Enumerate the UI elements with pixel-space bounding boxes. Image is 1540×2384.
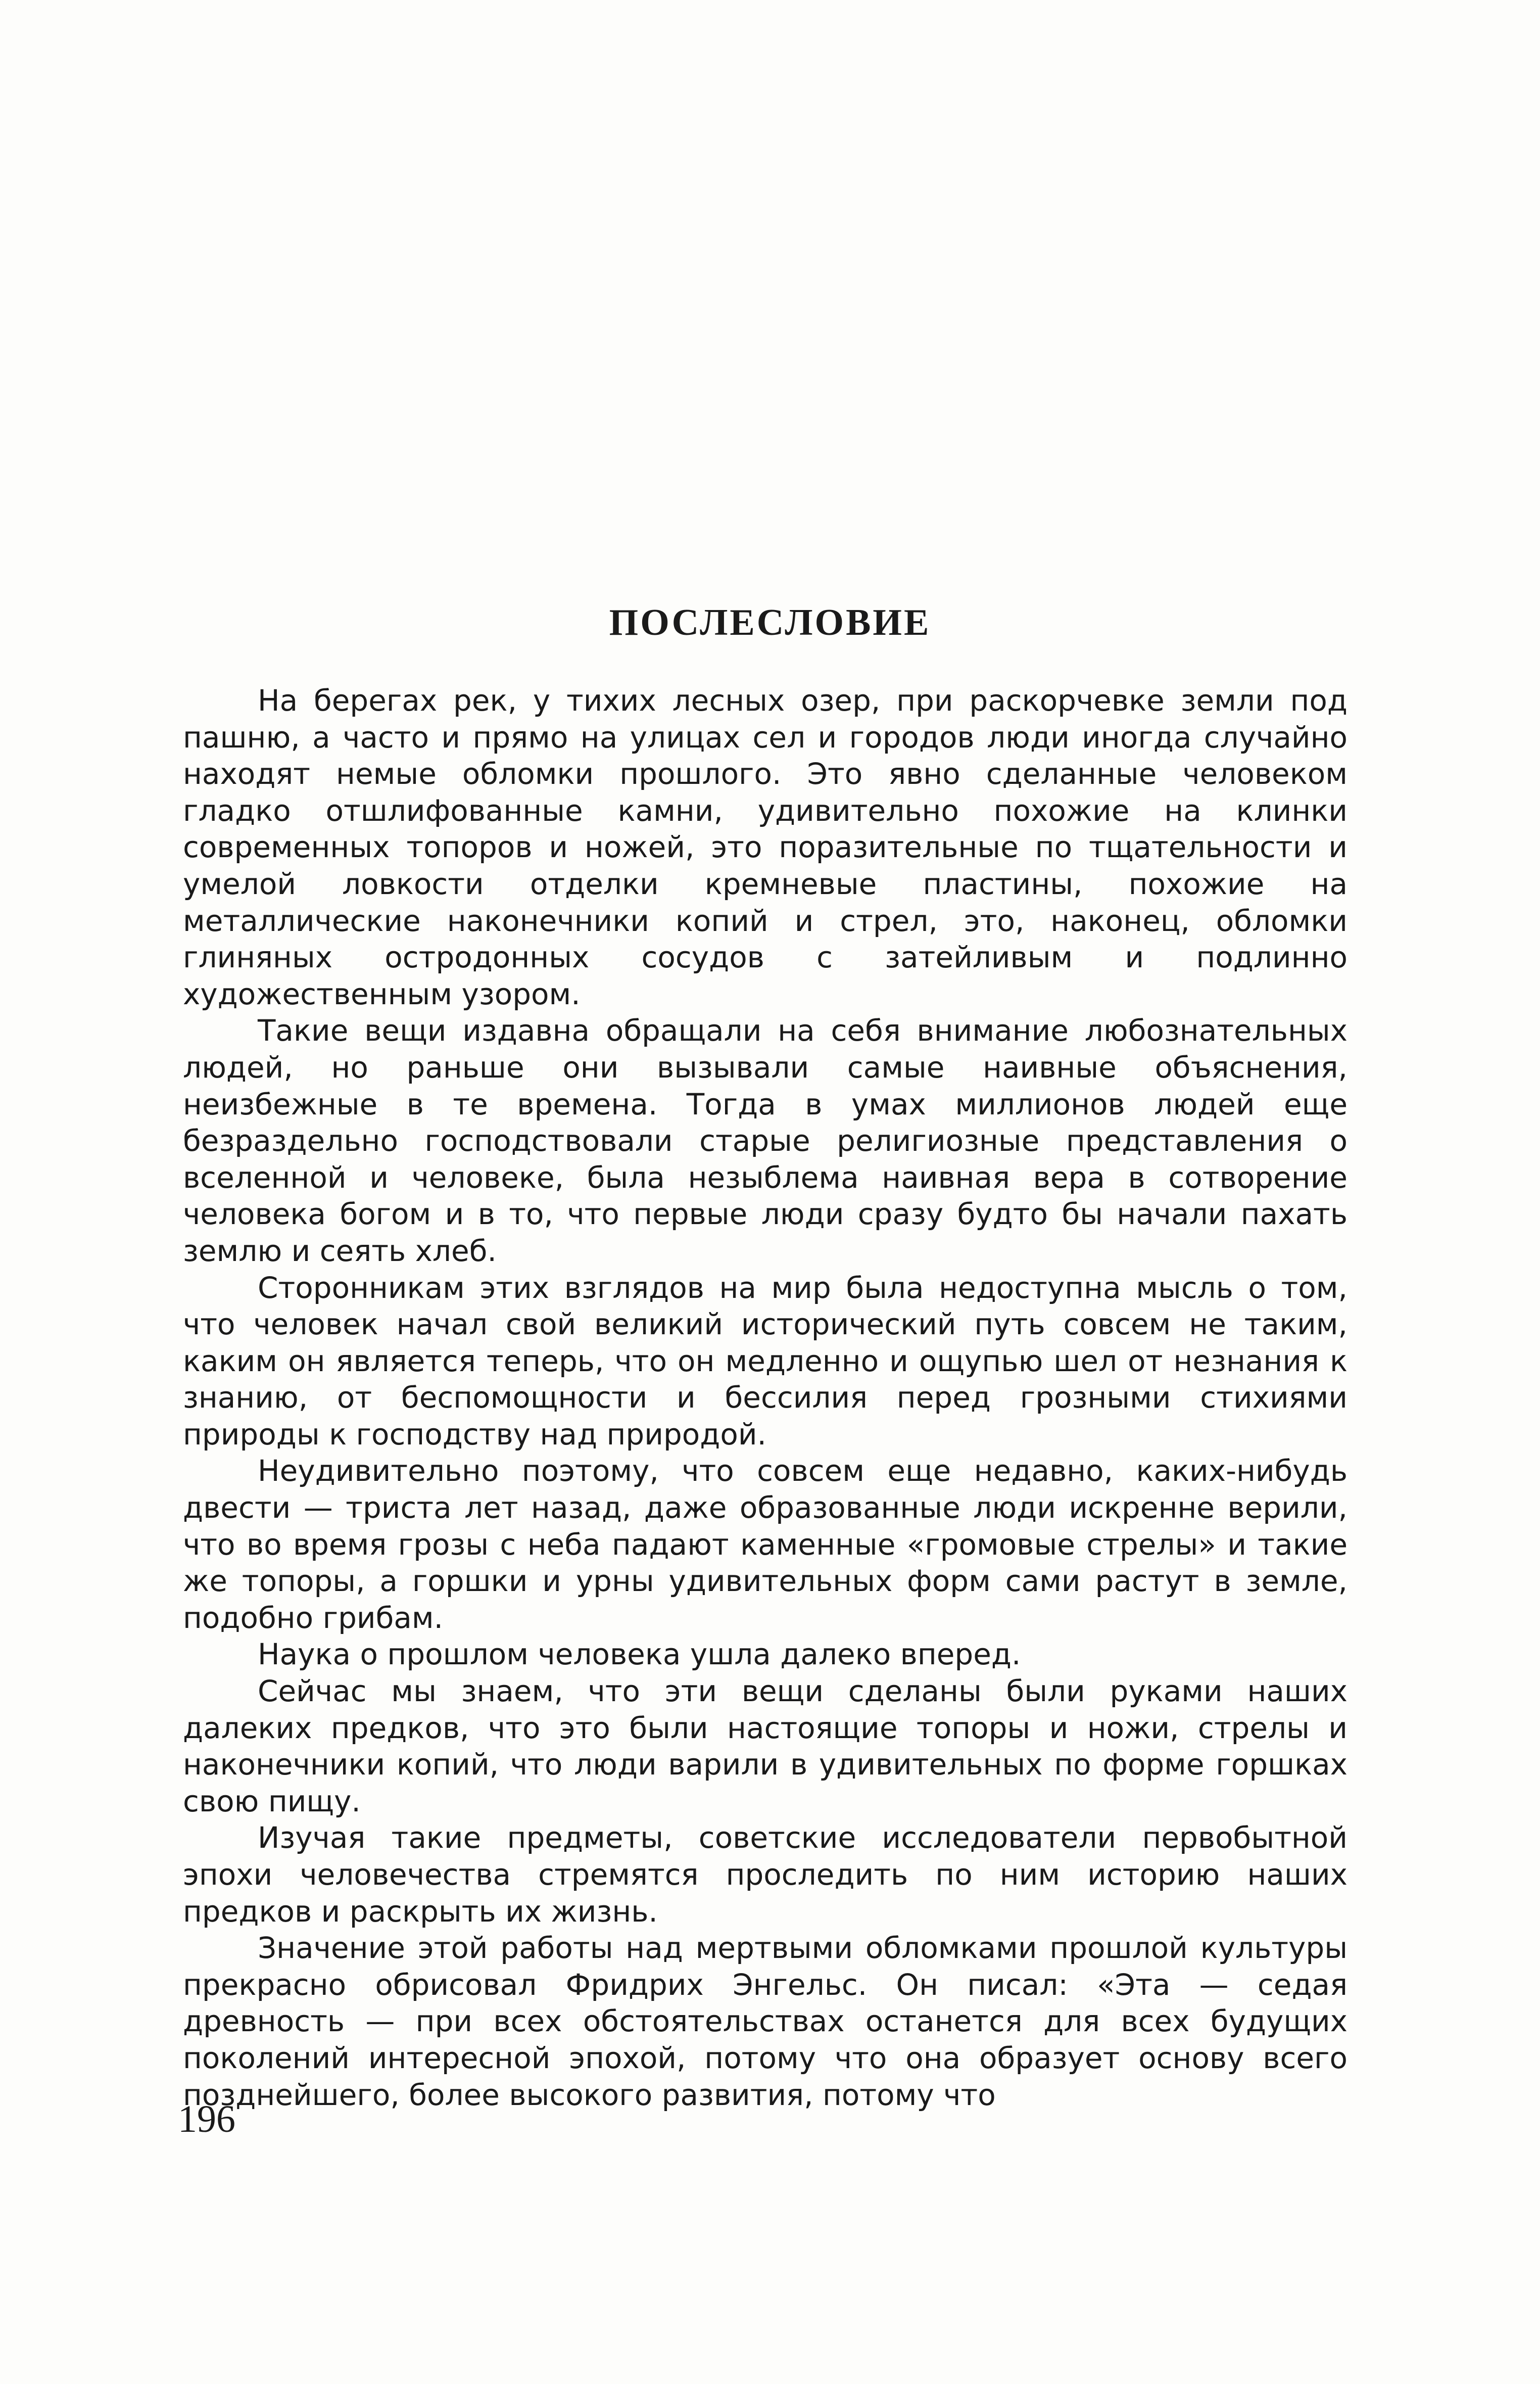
paragraph: Изучая такие предметы, советские исследователи первобытной эпохи человечества стремятся проследить по ним историю наших предков и раскрыть их жизнь. bbox=[183, 1820, 1348, 1929]
paragraph: Сторонникам этих взглядов на мир была недоступна мысль о том, что человек начал свой великий исторический путь совсем не таким, каким он является теперь, что он медленно и ощупью шел от незнания к знанию, от беспомощности и бессилия перед грозными стихиями природы к господству над природой. bbox=[183, 1270, 1348, 1452]
page-number: 196 bbox=[178, 2098, 235, 2140]
chapter-title: ПОСЛЕСЛОВИЕ bbox=[609, 602, 931, 643]
paragraph: Сейчас мы знаем, что эти вещи сделаны были руками наших далеких предков, что это были настоящие топоры и ножи, стрелы и наконечники копий, что люди варили в удивительных по форме горшках свою пищу. bbox=[183, 1674, 1348, 1818]
paragraph: Наука о прошлом человека ушла далеко вперед. bbox=[258, 1637, 1021, 1672]
paragraph: Неудивительно поэтому, что совсем еще недавно, каких-нибудь двести — триста лет назад, даже образованные люди искренне верили, что во время грозы с неба падают каменные «громовые стрелы» и такие же топоры, а горшки и урны удивительных форм сами растут в земле, подобно грибам. bbox=[183, 1454, 1348, 1635]
paragraph: Значение этой работы над мертвыми обломками прошлой культуры прекрасно обрисовал Фридрих Энгельс. Он писал: «Эта — седая древность — при всех обстоятельствах останется для всех будущих поколений интересной эпохой, потому что она образует основу всего позднейшего, более высокого развития, потому что bbox=[183, 1931, 1348, 2112]
paragraph: На берегах рек, у тихих лесных озер, при раскорчевке земли под пашню, а часто и прямо на улицах сел и городов люди иногда случайно находят немые обломки прошлого. Это явно сделанные человеком гладко отшлифованные камни, удивительно похожие на клинки современных топоров и ножей, это поразительные по тщательности и умелой ловкости отделки кремневые пластины, похожие на металлические наконечники копий и стрел, это, наконец, обломки глиняных остродонных сосудов с затейливым и подлинно художественным узором. bbox=[183, 683, 1348, 1011]
body-text bbox=[183, 682, 1348, 2113]
paragraph: Такие вещи издавна обращали на себя внимание любознательных людей, но раньше они вызывали самые наивные объяснения, неизбежные в те времена. Тогда в умах миллионов людей еще безраздельно господствовали старые религиозные представления о вселенной и человеке, была незыблема наивная вера в сотворение человека богом и в то, что первые люди сразу будто бы начали пахать землю и сеять хлеб. bbox=[183, 1013, 1348, 1268]
